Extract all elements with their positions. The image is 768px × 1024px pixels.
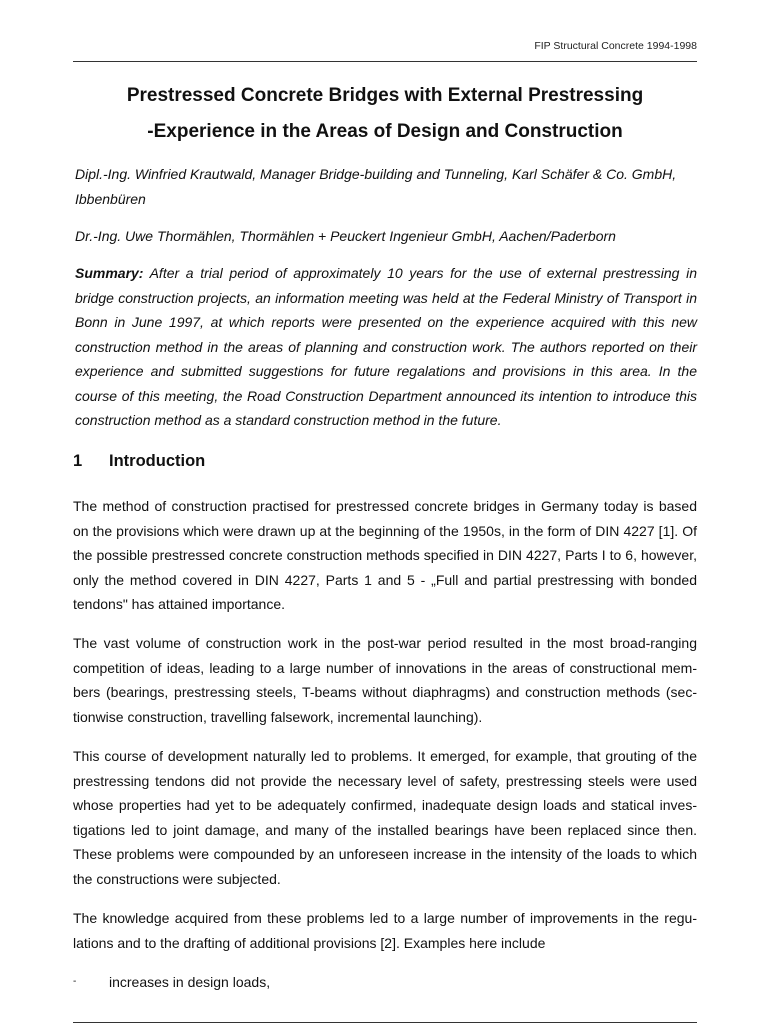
document-page (73, 0, 697, 1024)
header-rule (73, 61, 697, 62)
author-affiliation-2: Dr.-Ing. Uwe Thormählen, Thormählen + Peuckert Ingenieur GmbH, Aachen/Paderborn (75, 228, 616, 244)
paper-title (73, 78, 697, 150)
author-affiliation-1: Dipl.-Ing. Winfried Krautwald, Manager Bridge-building and Tunneling, Karl Schäfer & Co. GmbH, Ibbenbüren (75, 166, 677, 207)
list-bullet-marker: - (73, 976, 77, 987)
running-header: FIP Structural Concrete 1994-1998 (534, 40, 697, 52)
footer-rule (73, 1022, 697, 1023)
body-paragraph: The knowledge acquired from these problems led to a large number of improvements in the regulations and to the drafting of additional provisions [2]. Examples here include (73, 910, 697, 951)
summary-paragraph (75, 261, 697, 433)
body-paragraph: The vast volume of construction work in the post-war period resulted in the most broad-ranging competition of ideas, leading to a large number of innovations in the areas of constructional members (bearings, prestressing steels, T-beams without diaphragms) and construction methods (sectionwise construction, travelling falsework, incremental launching). (73, 635, 697, 725)
list-item (73, 970, 697, 995)
title-line-2: -Experience in the Areas of Design and Construction (147, 121, 623, 142)
body-paragraph: The method of construction practised for prestressed concrete bridges in Germany today is based on the provisions which were drawn up at the beginning of the 1950s, in the form of DIN 4227 [1]. Of the possible prestressed concrete construction methods specified in DIN 4227, Parts I to 6, however, only the method covered in DIN 4227, Parts 1 and 5 - „Full and partial prestressing with bonded tendons" has attained importance. (73, 498, 697, 612)
section-title: Introduction (109, 452, 206, 470)
summary-text: After a trial period of approximately 10 years for the use of external prestressing in bridge construction projects, an information meeting was held at the Federal Ministry of Transport in Bonn in June 1997, at which reports were presented on the experience acquired with this new construction method in the areas of planning and construction work. The authors reported on their experience and submitted suggestions for future regalations and provisions in this area. In the course of this meeting, the Road Construction Department announced its intention to introduce this construction method as a standard construction method in the future. (75, 265, 698, 428)
title-line-1: Prestressed Concrete Bridges with External Prestressing (126, 85, 644, 106)
section-number: 1 (73, 452, 83, 470)
body-paragraph: This course of development naturally led to problems. It emerged, for example, that grouting of the prestressing tendons did not provide the necessary level of safety, prestressing steels were used whose properties had yet to be adequately confirmed, inadequate design loads and statical investigations led to joint damage, and many of the installed bearings have been replaced since then. These problems were compounded by an unforeseen increase in the intensity of the loads to which the constructions were subjected. (73, 748, 697, 887)
section-heading (73, 452, 205, 471)
list-item-text: increases in design loads, (109, 974, 271, 990)
summary-label: Summary: (75, 265, 144, 281)
